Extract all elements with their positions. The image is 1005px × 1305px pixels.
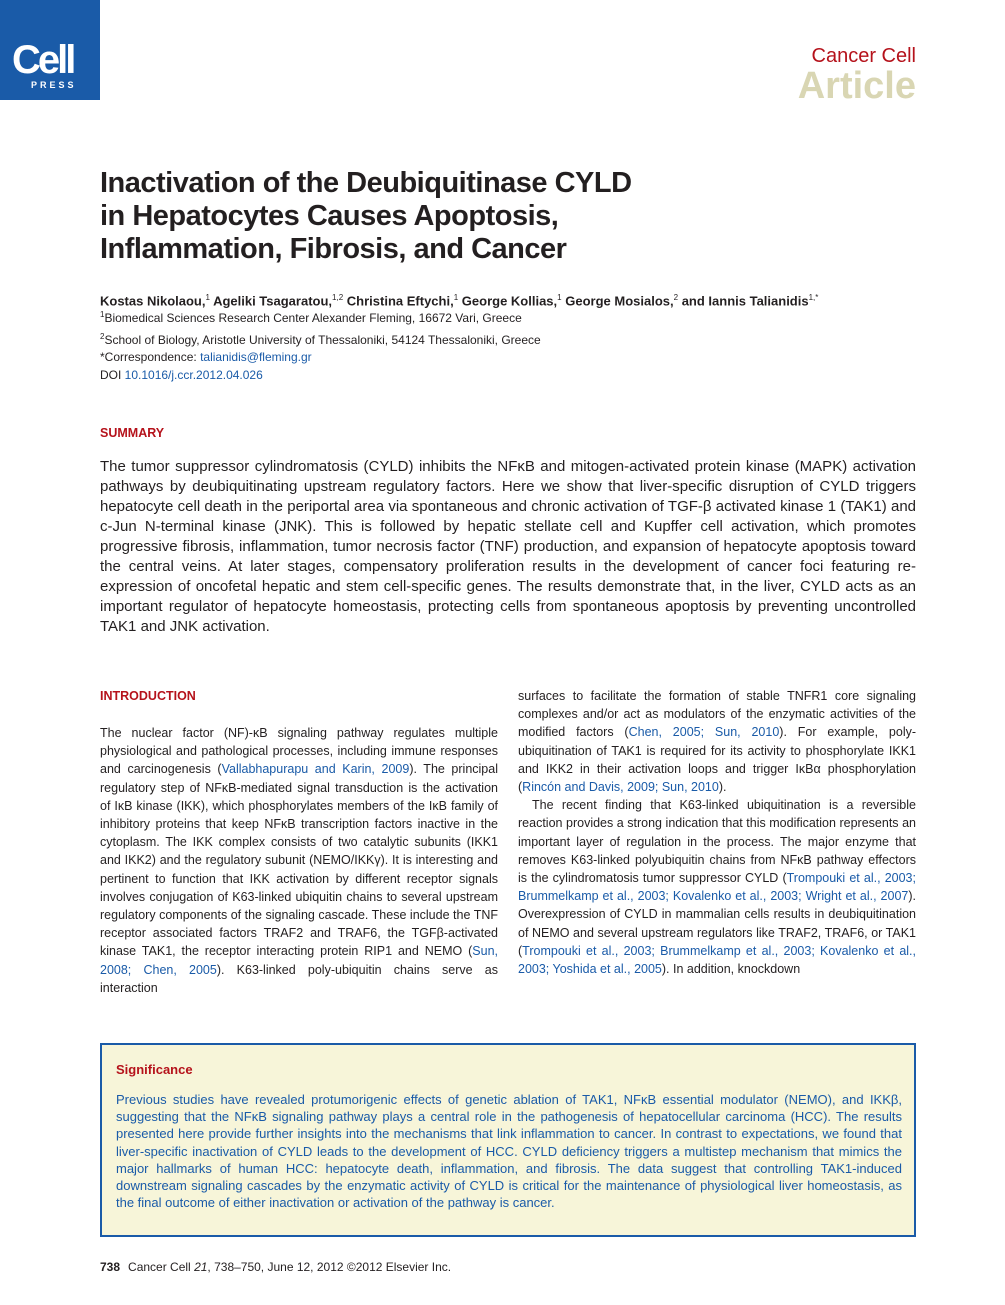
article-metadata: [100, 306, 541, 384]
significance-box: [100, 1043, 916, 1237]
intro-left-column: [100, 687, 498, 997]
logo-word: Cell: [12, 38, 74, 82]
citation-link[interactable]: Vallabhapurapu and Karin, 2009: [221, 762, 410, 777]
affiliation-text: School of Biology, Aristotle University of Thessaloniki, 54124 Thessaloniki, Greece: [104, 332, 541, 347]
author-name: George Mosialos,: [565, 293, 674, 309]
article-type: Article: [797, 65, 916, 107]
body-text: ).: [718, 780, 727, 795]
footer-citation: , 738–750, June 12, 2012 ©2012 Elsevier Inc.: [207, 1260, 452, 1274]
intro-paragraph: [100, 724, 498, 997]
significance-text: Previous studies have revealed protumorigenic effects of genetic ablation of TAK1, NFκB essential modulator (NEMO), and IKKβ, suggesting that the NFκB signaling pathway plays a central role in the pathogenesis of hepatocellular carcinoma (HCC). The results presented here provide further insights into the mechanisms that link inflammation to cancer. In contrast to expectations, we found that liver-specific inactivation of CYLD leads to the development of HCC. CYLD deficiency triggers a multistep mechanism that mimics the major hallmarks of human HCC: hepatocyte death, inflammation, and fibrosis. The data suggest that controlling TAK1-induced downstream signaling cascades by the enzymatic activity of CYLD is critical for the maintenance of physiological liver homeostasis, as the final outcome of either inactivation or activation of the pathway is cancer.: [116, 1092, 902, 1211]
body-text: ). K63-linked poly-ubiquitin chains serve as interaction: [100, 962, 499, 995]
footer-volume: 21: [194, 1260, 208, 1274]
summary-heading: SUMMARY: [100, 426, 165, 440]
title-line: Inactivation of the Deubiquitinase CYLD: [100, 167, 632, 199]
author-affiliation: 1,2: [332, 293, 344, 302]
affiliation-number: 2: [100, 331, 105, 341]
author-affiliation: 1: [453, 293, 459, 302]
intro-paragraph: [518, 796, 916, 978]
correspondence-label: *Correspondence:: [100, 350, 201, 364]
introduction-heading: INTRODUCTION: [100, 689, 196, 703]
author-affiliation: 1,*: [808, 293, 819, 302]
author-affiliation: 1: [557, 293, 562, 302]
affiliation-text: Biomedical Sciences Research Center Alexander Fleming, 16672 Vari, Greece: [104, 311, 522, 325]
summary-text: The tumor suppressor cylindromatosis (CYLD) inhibits the NFκB and mitogen-activated protein kinase (MAPK) activation pathways by deubiquitinating upstream regulatory factors. Here we show that liver-specific disruption of CYLD triggers hepatocyte cell death in the periportal area via spontaneous and chronic activation of TGF-β activated kinase 1 (TAK1) and c-Jun N-terminal kinase (JNK). This is followed by hepatic stellate cell and Kupffer cell activation, which promotes progressive fibrosis, inflammation, tumor necrosis factor (TNF) production, and expansion of hepatocyte apoptosis toward the central veins. At later stages, compensatory proliferation results in the development of cancer foci featuring re-expression of oncofetal hepatic and stem cell-specific genes. The results demonstrate that, in the liver, CYLD acts as an important regulator of hepatocyte homeostasis, protecting cells from spontaneous apoptosis by preventing uncontrolled TAK1 and JNK activation.: [100, 458, 916, 635]
author-name: Christina Eftychi,: [346, 293, 454, 309]
affiliation-line: [100, 306, 541, 328]
title-line: Inflammation, Fibrosis, and Cancer: [100, 233, 567, 265]
intro-right-column: [518, 687, 916, 978]
affiliation-line: [100, 328, 541, 350]
author-affiliation: 2: [673, 293, 679, 302]
author-name: Ageliki Tsagaratou,: [213, 293, 333, 309]
intro-paragraph-continued: [518, 687, 916, 796]
logo-press: PRESS: [31, 80, 77, 90]
title-line: in Hepatocytes Causes Apoptosis,: [100, 200, 559, 232]
doi-link[interactable]: 10.1016/j.ccr.2012.04.026: [124, 367, 263, 382]
page-footer: [100, 1259, 451, 1275]
significance-heading: Significance: [116, 1062, 193, 1077]
page-number: 738: [100, 1260, 121, 1274]
citation-link[interactable]: Trompouki et al., 2003; Brummelkamp et al., 2003; Kovalenko et al., 2003; Wright et al., 2007: [518, 871, 916, 904]
footer-journal: Cancer Cell: [128, 1260, 195, 1274]
citation-link[interactable]: Chen, 2005; Sun, 2010: [628, 725, 780, 740]
correspondence-line: [100, 349, 541, 367]
author-affiliation: 1: [205, 293, 210, 302]
body-text: ). In addition, knockdown: [661, 962, 801, 977]
doi-line: [100, 367, 541, 385]
body-text: surfaces to facilitate the formation of stable TNFR1 core signaling complexes and/or act as modulators of the enzymatic activities of the modified factors (: [518, 689, 916, 740]
journal-name: Cancer Cell: [811, 45, 916, 67]
citation-link[interactable]: Rincón and Davis, 2009; Sun, 2010: [522, 780, 719, 795]
correspondence-email-link[interactable]: talianidis@fleming.gr: [200, 350, 312, 364]
body-text: The recent finding that K63-linked ubiquitination is a reversible reaction provides a strong indication that this modification represents an important layer of regulation in the process. The major enzyme that removes K63-linked polyubiquitin chains from NFκB pathway effectors is the cylindromatosis tumor suppressor CYLD (: [518, 798, 916, 886]
citation-link[interactable]: Trompouki et al., 2003; Brummelkamp et al., 2003; Kovalenko et al., 2003; Yoshida et al., 2005: [518, 943, 916, 977]
affiliation-number: 1: [100, 310, 105, 319]
author-name: and Iannis Talianidis: [681, 293, 809, 309]
body-text: ). Overexpression of CYLD in mammalian cells results in deubiquitination of NEMO and several upstream regulators like TRAF2, TRAF6, or TAK1 (: [518, 889, 916, 958]
cell-press-logo: [0, 0, 100, 100]
author-name: George Kollias,: [461, 293, 558, 309]
doi-label: DOI: [100, 367, 125, 382]
citation-link[interactable]: Sun, 2008; Chen, 2005: [100, 944, 498, 977]
article-title: [100, 167, 880, 266]
body-text: ). The principal regulatory step of NFκB-mediated signal transduction is the activation of IκB kinase (IKK), which phosphorylates members of the IκB family of inhibitory proteins that keep NFκB transcription factors inactive in the cytoplasm. The IKK complex consists of two catalytic subunits (IKK1 and IKK2) and the regulatory subunit (NEMO/IKKγ). It is interesting and pertinent to function that IKK activation by different receptor signals involves conjugation of K63-linked ubiquitin chains to several upstream regulatory components of the signaling cascade. These include the TNF receptor associated factors TRAF2 and TRAF6, the TGFβ-activated kinase TAK1, the receptor interacting protein RIP1 and NEMO (: [100, 762, 498, 959]
author-name: Kostas Nikolaou,: [100, 293, 206, 309]
body-text: ). For example, poly-ubiquitination of TAK1 is required for its activity to phosphorylate IKK1 and IKK2 in their activation loops and trigger IκBα phosphorylation (: [518, 725, 917, 795]
body-text: The nuclear factor (NF)-κB signaling pathway regulates multiple physiological and pathological processes, including immune responses and carcinogenesis (: [100, 726, 498, 777]
